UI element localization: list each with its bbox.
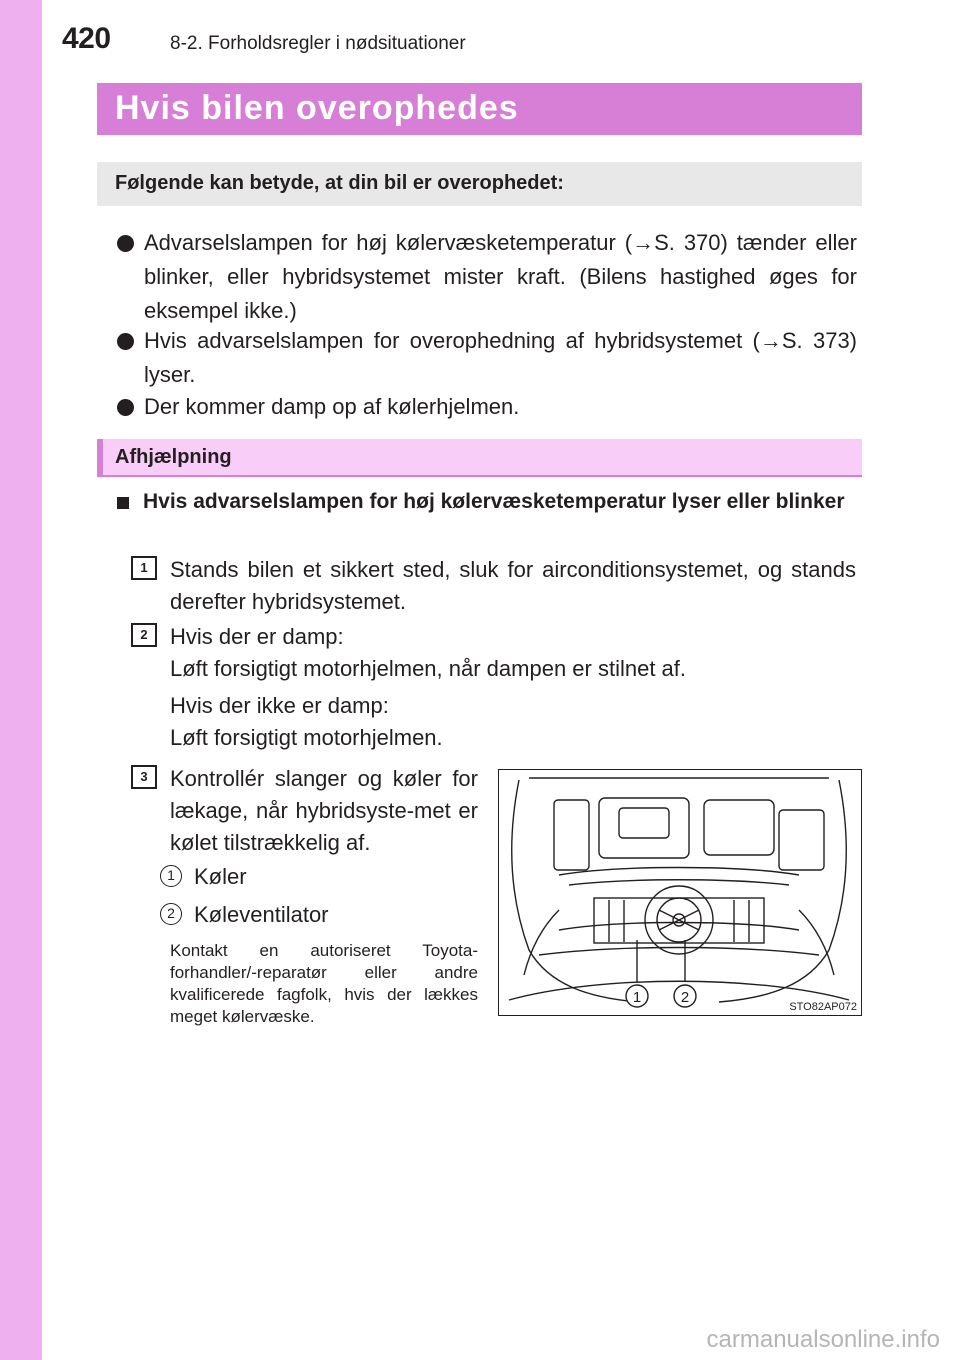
page-title-bar [97, 83, 862, 135]
remedy-heading: Afhjælpning [115, 446, 232, 468]
figure-callout: 1 [632, 989, 642, 1006]
bullet-dot-icon [117, 235, 134, 252]
sign-item: Der kommer damp op af kølerhjelmen. [117, 390, 857, 424]
engine-bay-figure [498, 769, 862, 1016]
step-text: Stands bilen et sikkert sted, sluk for airconditionsystemet, og stands derefter hybridsystemet. [170, 557, 856, 614]
step-number: 2 [131, 623, 157, 647]
sign-item: Advarselslampen for høj kølervæsketemperatur (→S. 370) tænder eller blinker, eller hybridsystemet mister kraft. (Bilens hastighed øges for eksempel ikke.) [117, 226, 857, 328]
part-number: 1 [160, 865, 182, 887]
figure-code: STO82AP072 [789, 1001, 857, 1013]
step-text: Hvis der er damp: [170, 624, 344, 649]
section-title: 8-2. Forholdsregler i nødsituationer [170, 33, 466, 54]
step-number: 3 [131, 765, 157, 789]
figure-callout: 2 [680, 989, 690, 1006]
step-text: Løft forsigtigt motorhjelmen, når dampen er stilnet af. [170, 656, 687, 681]
part-number: 2 [160, 903, 182, 925]
subheading: Hvis advarselslampen for høj kølervæsketemperatur lyser eller blinker [143, 490, 845, 513]
signs-heading-box [97, 162, 862, 206]
part-label: Køler [194, 864, 247, 889]
engine-bay-illustration [499, 770, 860, 1014]
side-color-strip [0, 0, 42, 1360]
remedy-heading-box [97, 439, 862, 477]
signs-heading: Følgende kan betyde, at din bil er overophedet: [115, 172, 564, 194]
square-bullet-icon [117, 497, 129, 509]
part-label: Køleventilator [194, 902, 329, 927]
step-number: 1 [131, 556, 157, 580]
bullet-dot-icon [117, 399, 134, 416]
page-title: Hvis bilen overophedes [115, 89, 519, 127]
sign-item: Hvis advarselslampen for overophedning af hybridsystemet (→S. 373) lyser. [117, 324, 857, 392]
watermark: carmanualsonline.info [706, 1326, 940, 1353]
bullet-dot-icon [117, 333, 134, 350]
note-text: Kontakt en autoriseret Toyota-forhandler/-reparatør eller andre kvalificerede fagfolk, hvis der lækkes meget kølervæske. [170, 941, 478, 1026]
step-text: Hvis der ikke er damp: [170, 693, 389, 718]
page-number: 420 [62, 22, 111, 55]
step-text: Kontrollér slanger og køler for lækage, når hybridsyste-met er kølet tilstrækkelig af. [170, 766, 478, 855]
step-text: Løft forsigtigt motorhjelmen. [170, 725, 443, 750]
